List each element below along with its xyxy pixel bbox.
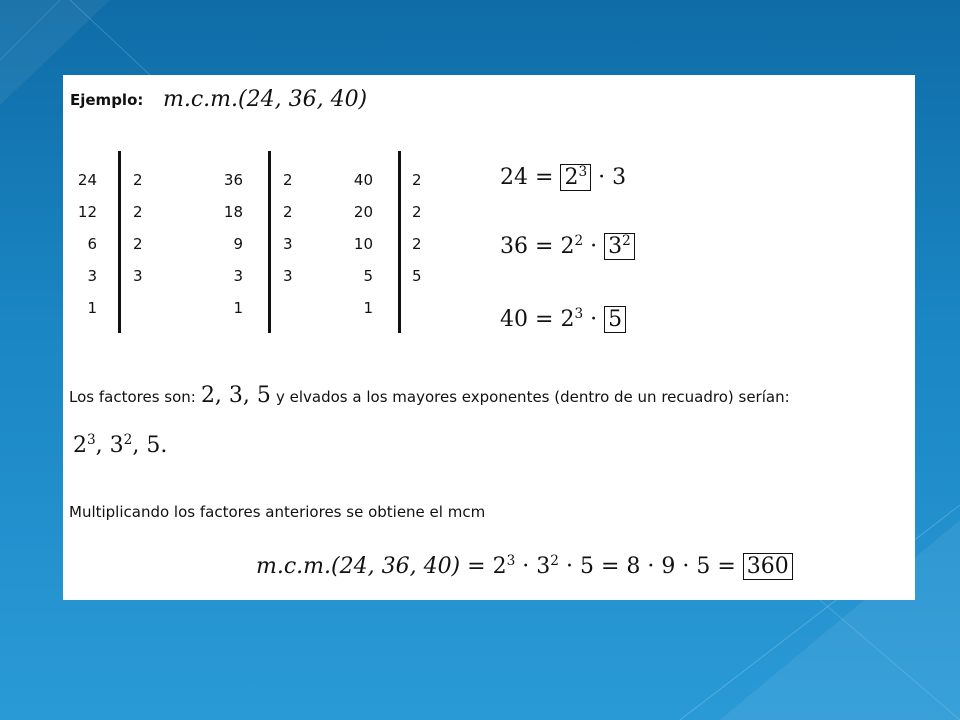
division-bar <box>118 151 121 333</box>
factorization-lhs: 36 <box>500 234 528 259</box>
dividend: 6 <box>87 235 97 253</box>
equals-sign: = <box>467 554 486 579</box>
factorization-lhs: 24 <box>500 165 528 190</box>
multiplicando-sentence: Multiplicando los factores anteriores se obtiene el mcm <box>69 503 486 521</box>
division-bar <box>268 151 271 333</box>
equals-sign: = <box>535 234 554 259</box>
division-bar <box>398 151 401 333</box>
divisor: 5 <box>412 267 422 285</box>
divisor: 2 <box>412 171 422 189</box>
divisor: 2 <box>283 171 293 189</box>
divisor: 2 <box>412 235 422 253</box>
dividend: 24 <box>77 171 97 189</box>
exponent: 2 <box>574 232 584 249</box>
exponent: 3 <box>87 431 96 448</box>
dividend: 3 <box>87 267 97 285</box>
base: 2 <box>564 165 579 190</box>
dividend: 12 <box>77 203 97 221</box>
divisor: 2 <box>412 203 422 221</box>
base: 3 <box>612 165 627 190</box>
base: 2 <box>492 554 507 579</box>
example-colon: : <box>137 91 144 109</box>
exponent: 2 <box>123 431 133 448</box>
base: 5 <box>608 307 623 332</box>
factorization-lhs: 40 <box>500 307 528 332</box>
dot-operator: · <box>565 554 573 579</box>
dividend: 10 <box>353 235 373 253</box>
example-label-text: Ejemplo <box>70 91 138 109</box>
base: 2 <box>560 234 575 259</box>
base: 3 <box>109 433 124 458</box>
final-lhs: m.c.m.(24, 36, 40) <box>256 554 461 579</box>
base: 3 <box>608 234 623 259</box>
dot-operator: · <box>598 165 606 190</box>
boxed-factor <box>604 306 626 333</box>
factorization-36 <box>500 234 635 259</box>
base: 3 <box>536 554 551 579</box>
dividend: 40 <box>353 171 373 189</box>
example-label <box>70 91 143 109</box>
dividend: 20 <box>353 203 373 221</box>
base: 5 <box>146 433 161 458</box>
factors-list: 2, 3, 5 <box>200 383 271 408</box>
dividend: 1 <box>233 299 243 317</box>
boxed-factor <box>604 233 635 260</box>
result-box: 360 <box>743 553 793 580</box>
comma: , <box>95 433 103 458</box>
slide-content-panel <box>63 75 915 600</box>
header-expression: m.c.m.(24, 36, 40) <box>163 87 368 112</box>
dot-operator: · <box>590 234 598 259</box>
divisor: 3 <box>283 267 293 285</box>
equals-sign: = <box>535 165 554 190</box>
dot-operator: · <box>590 307 598 332</box>
dividend: 36 <box>223 171 243 189</box>
comma: , <box>132 433 140 458</box>
dividend: 1 <box>87 299 97 317</box>
boxed-factor <box>560 164 591 191</box>
factors-prefix: Los factores son: <box>69 388 196 406</box>
equals-sign: = <box>600 554 620 579</box>
divisor: 2 <box>283 203 293 221</box>
divisor: 2 <box>133 203 143 221</box>
factors-suffix: y elvados a los mayores exponentes (dentro de un recuadro) serían: <box>276 388 790 406</box>
dividend: 18 <box>223 203 243 221</box>
divisor: 3 <box>133 267 143 285</box>
base: 2 <box>560 307 575 332</box>
exponent: 3 <box>506 552 516 569</box>
dividend: 9 <box>233 235 243 253</box>
final-equation <box>256 554 793 579</box>
period: . <box>160 433 168 458</box>
exponent: 2 <box>550 552 559 569</box>
base: 2 <box>73 433 87 458</box>
factorization-24 <box>500 165 626 190</box>
exponent: 2 <box>622 232 631 249</box>
factors-sentence <box>69 383 790 408</box>
divisor: 3 <box>283 235 293 253</box>
dividend: 5 <box>363 267 373 285</box>
exponent: 3 <box>578 163 588 180</box>
divisor: 2 <box>133 171 143 189</box>
dot-operator: · <box>522 554 530 579</box>
divisor: 2 <box>133 235 143 253</box>
max-exponent-factors <box>73 433 167 458</box>
equals-sign: = <box>717 554 736 579</box>
product-expression: 8 · 9 · 5 <box>626 554 711 579</box>
dividend: 1 <box>363 299 373 317</box>
equals-sign: = <box>535 307 554 332</box>
factorization-40 <box>500 307 626 332</box>
dividend: 3 <box>233 267 243 285</box>
base: 5 <box>579 554 594 579</box>
exponent: 3 <box>574 305 584 322</box>
